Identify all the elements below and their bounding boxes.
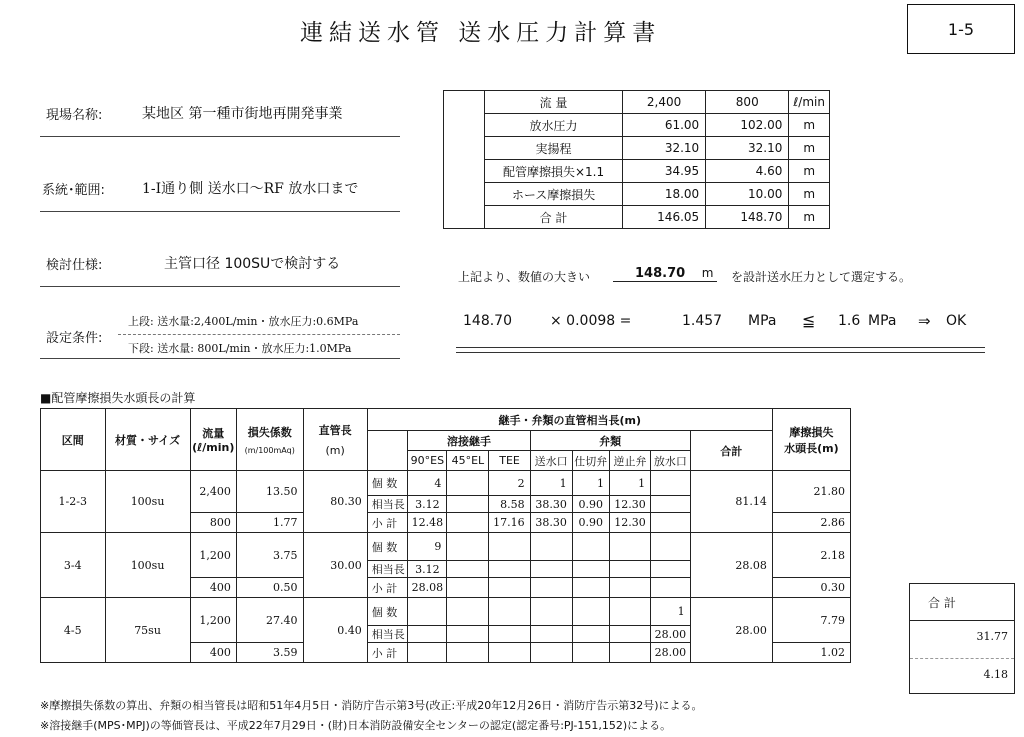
count-inlet xyxy=(530,533,572,561)
page-number: 1-5 xyxy=(907,4,1015,54)
sub-90es xyxy=(408,643,447,663)
count-inlet: 1 xyxy=(530,471,572,496)
count-outlet xyxy=(651,533,690,561)
count-check: 1 xyxy=(610,471,651,496)
col-90es: 90°ES xyxy=(408,451,447,471)
equiv-tee xyxy=(489,626,530,643)
summary-row xyxy=(444,114,830,137)
formula-a: 148.70 xyxy=(463,313,512,329)
summary-head-flow2: 800 xyxy=(706,91,789,114)
summary-head-unit: ℓ/min xyxy=(789,91,830,114)
blank-cell xyxy=(850,409,909,471)
summary-value2: 32.10 xyxy=(706,137,789,160)
site-label: 現場名称: xyxy=(46,108,103,123)
col-pipe-unit: (m) xyxy=(325,444,345,457)
sub-tee: 17.16 xyxy=(489,513,530,533)
summary-value1: 18.00 xyxy=(623,183,706,206)
sub-45el xyxy=(447,643,489,663)
count-gate xyxy=(572,533,609,561)
count-tee xyxy=(489,533,530,561)
summary-value2: 4.60 xyxy=(706,160,789,183)
summary-item: 配管摩擦損失×1.1 xyxy=(485,160,623,183)
coef-lower: 0.50 xyxy=(236,578,303,598)
blank-cell xyxy=(367,431,408,471)
grand-total-box xyxy=(909,620,1015,694)
equiv-inlet xyxy=(530,626,572,643)
summary-item: ホース摩擦損失 xyxy=(485,183,623,206)
equiv-90es xyxy=(408,626,447,643)
sub-check xyxy=(610,578,651,598)
loss-lower: 2.86 xyxy=(772,513,850,533)
equiv-45el xyxy=(447,496,489,513)
equiv-gate: 0.90 xyxy=(572,496,609,513)
sub-45el xyxy=(447,513,489,533)
formula-limit: 1.6 xyxy=(838,313,861,329)
flow-upper: 1,200 xyxy=(190,533,236,578)
col-flow-unit: (ℓ/min) xyxy=(192,441,235,454)
col-section: 区間 xyxy=(41,409,106,471)
pipe-length: 0.40 xyxy=(303,598,367,663)
section-material: 100su xyxy=(105,533,190,598)
sub-outlet xyxy=(651,513,690,533)
formula-result: 1.457 xyxy=(682,313,723,329)
coef-lower: 1.77 xyxy=(236,513,303,533)
summary-value2: 148.70 xyxy=(706,206,789,229)
spec-value: 主管口径 100SUで検討する xyxy=(164,256,341,272)
count-gate xyxy=(572,598,609,626)
count-45el xyxy=(447,598,489,626)
friction-calc-table xyxy=(40,408,909,663)
formula-ok: OK xyxy=(946,313,967,329)
grand-total-lower: 4.18 xyxy=(983,668,1008,681)
system-value: 1-I通り側 送水口～RF 放水口まで xyxy=(142,181,359,197)
grand-total-label: 合 計 xyxy=(909,583,1015,620)
equiv-tee: 8.58 xyxy=(489,496,530,513)
col-tee: TEE xyxy=(489,451,530,471)
col-pipe xyxy=(303,409,367,471)
equiv-45el xyxy=(447,561,489,578)
col-valves: 弁類 xyxy=(530,431,690,451)
summary-item: 放水圧力 xyxy=(485,114,623,137)
spec-label: 検討仕様: xyxy=(46,258,103,273)
equiv-45el xyxy=(447,626,489,643)
header-row-1 xyxy=(41,409,910,431)
system-label: 系統･範囲: xyxy=(42,183,105,198)
count-check xyxy=(610,533,651,561)
equiv-outlet xyxy=(651,561,690,578)
loss-upper: 2.18 xyxy=(772,533,850,578)
sub-gate xyxy=(572,643,609,663)
condition-divider xyxy=(118,334,400,335)
site-value: 某地区 第一種市街地再開発事業 xyxy=(142,106,343,122)
section-row xyxy=(41,533,910,561)
count-outlet xyxy=(651,471,690,496)
summary-blank-cell xyxy=(444,91,485,229)
blank-cell xyxy=(850,471,909,663)
col-coef-unit: (m/100mAq) xyxy=(244,446,295,455)
summary-item: 合 計 xyxy=(485,206,623,229)
flow-lower: 400 xyxy=(190,643,236,663)
equiv-total: 28.08 xyxy=(690,533,772,598)
col-fittings: 溶接継手 xyxy=(408,431,530,451)
col-equiv: 継手・弁類の直管相当長(m) xyxy=(367,409,772,431)
pressure-summary-table xyxy=(443,90,830,229)
formula-mul: × 0.0098 = xyxy=(550,313,632,329)
summary-row xyxy=(444,160,830,183)
equiv-total: 81.14 xyxy=(690,471,772,533)
loss-upper: 7.79 xyxy=(772,598,850,643)
row-label-equiv: 相当長 xyxy=(367,496,408,513)
coef-upper: 13.50 xyxy=(236,471,303,513)
equiv-gate xyxy=(572,561,609,578)
count-90es xyxy=(408,598,447,626)
equiv-inlet xyxy=(530,561,572,578)
summary-unit: m xyxy=(789,206,830,229)
equiv-check: 12.30 xyxy=(610,496,651,513)
sub-90es: 28.08 xyxy=(408,578,447,598)
count-outlet: 1 xyxy=(651,598,690,626)
count-45el xyxy=(447,471,489,496)
condition-label: 設定条件: xyxy=(46,331,103,346)
col-friction-label2: 水頭長(m) xyxy=(784,441,839,455)
col-flow xyxy=(190,409,236,471)
summary-item: 実揚程 xyxy=(485,137,623,160)
section-material: 100su xyxy=(105,471,190,533)
flow-lower: 800 xyxy=(190,513,236,533)
summary-head-label: 流 量 xyxy=(485,91,623,114)
summary-value2: 10.00 xyxy=(706,183,789,206)
condition-underline xyxy=(40,358,400,359)
equiv-total: 28.00 xyxy=(690,598,772,663)
equiv-gate xyxy=(572,626,609,643)
summary-unit: m xyxy=(789,183,830,206)
sub-tee xyxy=(489,578,530,598)
col-check-valve: 逆止弁 xyxy=(610,451,651,471)
count-gate: 1 xyxy=(572,471,609,496)
formula-leq: ≦ xyxy=(802,311,816,330)
coef-lower: 3.59 xyxy=(236,643,303,663)
summary-unit: m xyxy=(789,114,830,137)
count-tee: 2 xyxy=(489,471,530,496)
sub-outlet xyxy=(651,578,690,598)
equiv-outlet xyxy=(651,496,690,513)
spec-underline xyxy=(40,286,400,287)
condition-lower: 下段: 送水量: 800L/min・放水圧力:1.0MPa xyxy=(128,342,352,355)
count-90es: 4 xyxy=(408,471,447,496)
row-label-count: 個 数 xyxy=(367,471,408,496)
col-friction-label: 摩擦損失 xyxy=(789,425,834,439)
summary-value2: 102.00 xyxy=(706,114,789,137)
summary-row xyxy=(444,137,830,160)
sub-outlet: 28.00 xyxy=(651,643,690,663)
summary-row xyxy=(444,183,830,206)
row-label-equiv: 相当長 xyxy=(367,626,408,643)
flow-lower: 400 xyxy=(190,578,236,598)
equiv-90es: 3.12 xyxy=(408,561,447,578)
calc-heading: ■配管摩擦損失水頭長の計算 xyxy=(40,391,196,405)
count-90es: 9 xyxy=(408,533,447,561)
sub-inlet xyxy=(530,578,572,598)
col-inlet: 送水口 xyxy=(530,451,572,471)
section-material: 75su xyxy=(105,598,190,663)
row-label-subtotal: 小 計 xyxy=(367,513,408,533)
equiv-inlet: 38.30 xyxy=(530,496,572,513)
summary-value1: 146.05 xyxy=(623,206,706,229)
sub-90es: 12.48 xyxy=(408,513,447,533)
coef-upper: 27.40 xyxy=(236,598,303,643)
row-label-subtotal: 小 計 xyxy=(367,643,408,663)
count-check xyxy=(610,598,651,626)
note-1: ※摩擦損失係数の算出、弁類の相当管長は昭和51年4月5日・消防庁告示第3号(改正:平成20年12月26日・消防庁告示第32号)による。 xyxy=(40,699,703,712)
loss-lower: 0.30 xyxy=(772,578,850,598)
loss-upper: 21.80 xyxy=(772,471,850,513)
col-flow-label: 流量 xyxy=(202,427,225,440)
summary-value1: 61.00 xyxy=(623,114,706,137)
col-total: 合計 xyxy=(690,431,772,471)
equiv-90es: 3.12 xyxy=(408,496,447,513)
formula-arrow: ⇒ xyxy=(918,312,931,330)
summary-unit: m xyxy=(789,137,830,160)
conclusion-text1: 上記より、数値の大きい xyxy=(458,270,591,284)
sub-check: 12.30 xyxy=(610,513,651,533)
formula-unit: MPa xyxy=(748,313,777,329)
pipe-length: 80.30 xyxy=(303,471,367,533)
summary-unit: m xyxy=(789,160,830,183)
loss-lower: 1.02 xyxy=(772,643,850,663)
section-name: 3-4 xyxy=(41,533,106,598)
sub-gate xyxy=(572,578,609,598)
col-coef-label: 損失係数 xyxy=(247,426,292,439)
system-underline xyxy=(40,211,400,212)
row-label-count: 個 数 xyxy=(367,598,408,626)
flow-upper: 2,400 xyxy=(190,471,236,513)
col-outlet: 放水口 xyxy=(651,451,690,471)
col-pipe-label: 直管長 xyxy=(318,424,352,437)
grand-total-upper: 31.77 xyxy=(976,630,1008,643)
count-tee xyxy=(489,598,530,626)
sub-gate: 0.90 xyxy=(572,513,609,533)
coef-upper: 3.75 xyxy=(236,533,303,578)
summary-value1: 32.10 xyxy=(623,137,706,160)
formula-double-underline xyxy=(456,347,985,353)
flow-upper: 1,200 xyxy=(190,598,236,643)
row-label-equiv: 相当長 xyxy=(367,561,408,578)
equiv-check xyxy=(610,626,651,643)
equiv-check xyxy=(610,561,651,578)
conclusion-value-box xyxy=(613,266,717,282)
col-45el: 45°EL xyxy=(447,451,489,471)
conclusion-unit: m xyxy=(701,266,714,280)
section-row xyxy=(41,598,910,626)
conclusion-text2: を設計送水圧力として選定する。 xyxy=(731,270,912,284)
row-label-count: 個 数 xyxy=(367,533,408,561)
col-gate-valve: 仕切弁 xyxy=(572,451,609,471)
sub-check xyxy=(610,643,651,663)
equiv-outlet: 28.00 xyxy=(651,626,690,643)
document-title: 連結送水管 送水圧力計算書 xyxy=(300,20,662,46)
section-name: 4-5 xyxy=(41,598,106,663)
sub-inlet xyxy=(530,643,572,663)
count-45el xyxy=(447,533,489,561)
equiv-tee xyxy=(489,561,530,578)
condition-upper: 上段: 送水量:2,400L/min・放水圧力:0.6MPa xyxy=(128,315,359,328)
note-2: ※溶接継手(MPS･MPJ)の等価管長は、平成22年7月29日・(財)日本消防設備安全センターの認定(認定番号:PJ-151,152)による。 xyxy=(40,719,672,732)
pipe-length: 30.00 xyxy=(303,533,367,598)
col-material: 材質・サイズ xyxy=(105,409,190,471)
col-coef xyxy=(236,409,303,471)
sub-tee xyxy=(489,643,530,663)
section-name: 1-2-3 xyxy=(41,471,106,533)
summary-total-row xyxy=(444,206,830,229)
summary-head-flow1: 2,400 xyxy=(623,91,706,114)
section-row xyxy=(41,471,910,496)
site-underline xyxy=(40,136,400,137)
summary-header-row xyxy=(444,91,830,114)
row-label-subtotal: 小 計 xyxy=(367,578,408,598)
sub-inlet: 38.30 xyxy=(530,513,572,533)
grand-total-divider xyxy=(910,658,1014,659)
summary-value1: 34.95 xyxy=(623,160,706,183)
count-inlet xyxy=(530,598,572,626)
conclusion-value: 148.70 xyxy=(635,266,686,281)
formula-limit-unit: MPa xyxy=(868,313,897,329)
col-friction xyxy=(772,409,850,471)
sub-45el xyxy=(447,578,489,598)
